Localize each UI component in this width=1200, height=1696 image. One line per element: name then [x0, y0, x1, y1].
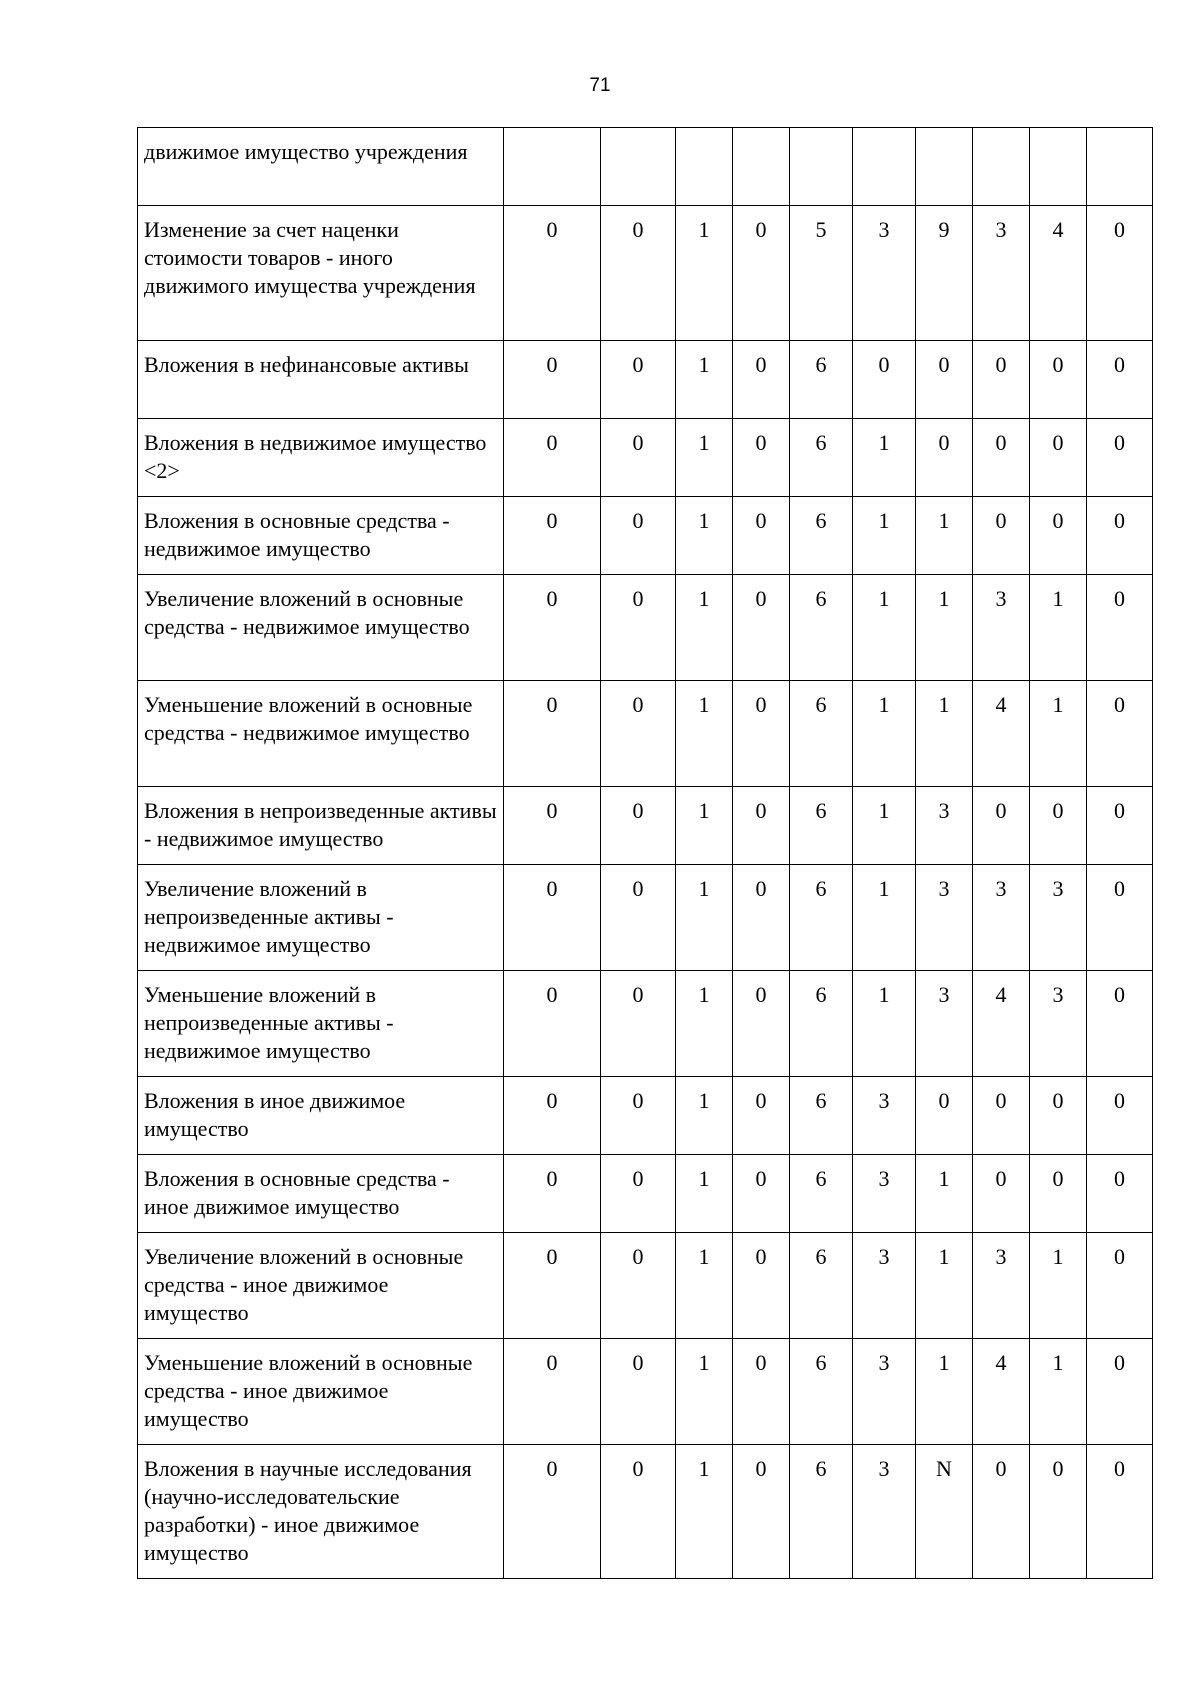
- account-name-cell: Уменьшение вложений в основные средства - недвижимое имущество: [138, 681, 504, 787]
- code-digit-cell: 1: [853, 787, 916, 865]
- code-digit-cell: 0: [504, 497, 601, 575]
- code-digit-cell: 0: [1087, 1233, 1153, 1339]
- code-digit-cell: 0: [973, 1077, 1030, 1155]
- code-digit-cell: 0: [1087, 787, 1153, 865]
- code-digit-cell: 9: [916, 206, 973, 341]
- code-digit-cell: 1: [676, 1233, 733, 1339]
- code-digit-cell: 1: [853, 865, 916, 971]
- code-digit-cell: 3: [853, 1339, 916, 1445]
- code-digit-cell: 1: [676, 419, 733, 497]
- code-digit-cell: 0: [504, 971, 601, 1077]
- table-row: [138, 1445, 1153, 1579]
- code-digit-cell: 0: [504, 341, 601, 419]
- code-digit-cell: 1: [676, 497, 733, 575]
- code-digit-cell: 0: [733, 1233, 790, 1339]
- code-digit-cell: 0: [733, 1339, 790, 1445]
- code-digit-cell: 0: [1087, 681, 1153, 787]
- table-row: [138, 681, 1153, 787]
- table-row: [138, 865, 1153, 971]
- account-name-cell: Вложения в непроизведенные активы - недвижимое имущество: [138, 787, 504, 865]
- table-body: [138, 128, 1153, 1579]
- code-digit-cell: 1: [676, 971, 733, 1077]
- account-codes-table: [137, 127, 1153, 1579]
- code-digit-cell: 1: [916, 1155, 973, 1233]
- account-name-cell: Вложения в иное движимое имущество: [138, 1077, 504, 1155]
- code-digit-cell: 0: [601, 497, 676, 575]
- code-digit-cell: 1: [853, 419, 916, 497]
- code-digit-cell: 0: [973, 497, 1030, 575]
- code-digit-cell: 3: [973, 575, 1030, 681]
- code-digit-cell: 0: [1087, 206, 1153, 341]
- code-digit-cell: [676, 128, 733, 206]
- code-digit-cell: [504, 128, 601, 206]
- code-digit-cell: 0: [504, 1445, 601, 1579]
- code-digit-cell: 1: [1030, 1233, 1087, 1339]
- table-row: [138, 206, 1153, 341]
- table-row: [138, 575, 1153, 681]
- code-digit-cell: 4: [973, 971, 1030, 1077]
- code-digit-cell: 3: [916, 971, 973, 1077]
- code-digit-cell: [601, 128, 676, 206]
- table-row: [138, 341, 1153, 419]
- code-digit-cell: 1: [853, 497, 916, 575]
- code-digit-cell: 0: [601, 865, 676, 971]
- code-digit-cell: 3: [973, 865, 1030, 971]
- code-digit-cell: [733, 128, 790, 206]
- code-digit-cell: 0: [733, 575, 790, 681]
- code-digit-cell: 3: [853, 1233, 916, 1339]
- code-digit-cell: 0: [504, 1339, 601, 1445]
- code-digit-cell: 0: [601, 787, 676, 865]
- page-number: 71: [589, 75, 611, 96]
- code-digit-cell: 6: [790, 1445, 853, 1579]
- code-digit-cell: 1: [1030, 681, 1087, 787]
- code-digit-cell: 6: [790, 341, 853, 419]
- code-digit-cell: 0: [601, 1339, 676, 1445]
- code-digit-cell: 0: [1087, 1155, 1153, 1233]
- code-digit-cell: 0: [973, 419, 1030, 497]
- code-digit-cell: 0: [733, 341, 790, 419]
- table-row: [138, 1339, 1153, 1445]
- table-row: [138, 787, 1153, 865]
- code-digit-cell: 0: [504, 865, 601, 971]
- code-digit-cell: 6: [790, 1155, 853, 1233]
- code-digit-cell: 3: [853, 1445, 916, 1579]
- code-digit-cell: 0: [733, 865, 790, 971]
- code-digit-cell: 0: [973, 787, 1030, 865]
- code-digit-cell: [973, 128, 1030, 206]
- code-digit-cell: 0: [733, 1445, 790, 1579]
- code-digit-cell: 1: [916, 1233, 973, 1339]
- account-name-cell: движимое имущество учреждения: [138, 128, 504, 206]
- code-digit-cell: 1: [1030, 575, 1087, 681]
- code-digit-cell: 3: [1030, 865, 1087, 971]
- code-digit-cell: 1: [916, 575, 973, 681]
- code-digit-cell: 3: [916, 865, 973, 971]
- account-name-cell: Вложения в нефинансовые активы: [138, 341, 504, 419]
- code-digit-cell: [1030, 128, 1087, 206]
- account-name-cell: Уменьшение вложений в непроизведенные активы - недвижимое имущество: [138, 971, 504, 1077]
- code-digit-cell: 0: [1087, 1339, 1153, 1445]
- code-digit-cell: 1: [853, 575, 916, 681]
- account-name-cell: Вложения в основные средства - иное движимое имущество: [138, 1155, 504, 1233]
- code-digit-cell: 0: [733, 497, 790, 575]
- account-name-cell: Увеличение вложений в непроизведенные активы - недвижимое имущество: [138, 865, 504, 971]
- code-digit-cell: 0: [1030, 419, 1087, 497]
- code-digit-cell: 0: [601, 1077, 676, 1155]
- code-digit-cell: 1: [676, 1077, 733, 1155]
- code-digit-cell: 0: [853, 341, 916, 419]
- code-digit-cell: 1: [1030, 1339, 1087, 1445]
- code-digit-cell: 1: [676, 1339, 733, 1445]
- code-digit-cell: 0: [601, 1445, 676, 1579]
- code-digit-cell: 0: [1087, 419, 1153, 497]
- code-digit-cell: 0: [504, 206, 601, 341]
- code-digit-cell: 6: [790, 575, 853, 681]
- code-digit-cell: 0: [1087, 497, 1153, 575]
- code-digit-cell: 0: [504, 1077, 601, 1155]
- code-digit-cell: 1: [853, 681, 916, 787]
- code-digit-cell: 0: [1030, 787, 1087, 865]
- table-row: [138, 1155, 1153, 1233]
- code-digit-cell: 0: [601, 575, 676, 681]
- table-row: [138, 128, 1153, 206]
- code-digit-cell: 0: [1030, 1155, 1087, 1233]
- code-digit-cell: 0: [733, 681, 790, 787]
- code-digit-cell: 0: [733, 787, 790, 865]
- table-row: [138, 419, 1153, 497]
- code-digit-cell: 0: [973, 1445, 1030, 1579]
- code-digit-cell: 0: [1030, 497, 1087, 575]
- account-name-cell: Уменьшение вложений в основные средства - иное движимое имущество: [138, 1339, 504, 1445]
- code-digit-cell: 0: [504, 681, 601, 787]
- code-digit-cell: 3: [853, 1155, 916, 1233]
- code-digit-cell: 1: [676, 341, 733, 419]
- code-digit-cell: 3: [853, 1077, 916, 1155]
- account-name-cell: Изменение за счет наценки стоимости товаров - иного движимого имущества учреждения: [138, 206, 504, 341]
- code-digit-cell: 0: [1087, 971, 1153, 1077]
- code-digit-cell: 0: [1087, 575, 1153, 681]
- code-digit-cell: 0: [504, 787, 601, 865]
- code-digit-cell: 0: [916, 341, 973, 419]
- code-digit-cell: 1: [916, 497, 973, 575]
- code-digit-cell: [916, 128, 973, 206]
- code-digit-cell: 0: [733, 419, 790, 497]
- code-digit-cell: 0: [601, 681, 676, 787]
- code-digit-cell: 6: [790, 419, 853, 497]
- code-digit-cell: 1: [676, 1155, 733, 1233]
- code-digit-cell: 6: [790, 865, 853, 971]
- code-digit-cell: [853, 128, 916, 206]
- code-digit-cell: 0: [973, 341, 1030, 419]
- code-digit-cell: 0: [504, 1233, 601, 1339]
- code-digit-cell: 0: [973, 1155, 1030, 1233]
- code-digit-cell: 1: [916, 1339, 973, 1445]
- code-digit-cell: 6: [790, 1339, 853, 1445]
- code-digit-cell: 0: [733, 1155, 790, 1233]
- code-digit-cell: 1: [676, 206, 733, 341]
- code-digit-cell: 5: [790, 206, 853, 341]
- code-digit-cell: 1: [676, 681, 733, 787]
- code-digit-cell: 4: [973, 681, 1030, 787]
- code-digit-cell: 0: [1030, 1077, 1087, 1155]
- code-digit-cell: 6: [790, 497, 853, 575]
- code-digit-cell: 6: [790, 1077, 853, 1155]
- code-digit-cell: 0: [504, 575, 601, 681]
- table-row: [138, 1233, 1153, 1339]
- code-digit-cell: 3: [853, 206, 916, 341]
- code-digit-cell: 0: [1030, 1445, 1087, 1579]
- code-digit-cell: 1: [676, 865, 733, 971]
- code-digit-cell: 4: [1030, 206, 1087, 341]
- code-digit-cell: 0: [1087, 1445, 1153, 1579]
- code-digit-cell: 3: [916, 787, 973, 865]
- code-digit-cell: 0: [1087, 865, 1153, 971]
- code-digit-cell: 1: [676, 787, 733, 865]
- account-name-cell: Вложения в недвижимое имущество <2>: [138, 419, 504, 497]
- account-name-cell: Вложения в научные исследования (научно-исследовательские разработки) - иное движимое имущество: [138, 1445, 504, 1579]
- code-digit-cell: 0: [601, 206, 676, 341]
- code-digit-cell: 1: [853, 971, 916, 1077]
- code-digit-cell: 6: [790, 787, 853, 865]
- code-digit-cell: 6: [790, 971, 853, 1077]
- code-digit-cell: 0: [916, 1077, 973, 1155]
- code-digit-cell: 0: [504, 419, 601, 497]
- code-digit-cell: 3: [973, 1233, 1030, 1339]
- code-digit-cell: 0: [1087, 1077, 1153, 1155]
- code-digit-cell: 0: [601, 341, 676, 419]
- code-digit-cell: 1: [916, 681, 973, 787]
- account-name-cell: Увеличение вложений в основные средства - иное движимое имущество: [138, 1233, 504, 1339]
- code-digit-cell: 6: [790, 1233, 853, 1339]
- code-digit-cell: 1: [676, 1445, 733, 1579]
- code-digit-cell: 0: [733, 206, 790, 341]
- code-digit-cell: 0: [1030, 341, 1087, 419]
- code-digit-cell: 4: [973, 1339, 1030, 1445]
- code-digit-cell: 6: [790, 681, 853, 787]
- code-digit-cell: 1: [676, 575, 733, 681]
- code-digit-cell: 0: [601, 971, 676, 1077]
- code-digit-cell: 0: [601, 419, 676, 497]
- account-name-cell: Увеличение вложений в основные средства - недвижимое имущество: [138, 575, 504, 681]
- code-digit-cell: 3: [1030, 971, 1087, 1077]
- table-row: [138, 497, 1153, 575]
- code-digit-cell: [790, 128, 853, 206]
- code-digit-cell: 0: [601, 1155, 676, 1233]
- code-digit-cell: 0: [1087, 341, 1153, 419]
- code-digit-cell: 0: [504, 1155, 601, 1233]
- table-row: [138, 1077, 1153, 1155]
- code-digit-cell: 0: [733, 971, 790, 1077]
- account-name-cell: Вложения в основные средства - недвижимое имущество: [138, 497, 504, 575]
- code-digit-cell: N: [916, 1445, 973, 1579]
- table-row: [138, 971, 1153, 1077]
- code-digit-cell: 0: [916, 419, 973, 497]
- code-digit-cell: 0: [733, 1077, 790, 1155]
- code-digit-cell: [1087, 128, 1153, 206]
- code-digit-cell: 0: [601, 1233, 676, 1339]
- code-digit-cell: 3: [973, 206, 1030, 341]
